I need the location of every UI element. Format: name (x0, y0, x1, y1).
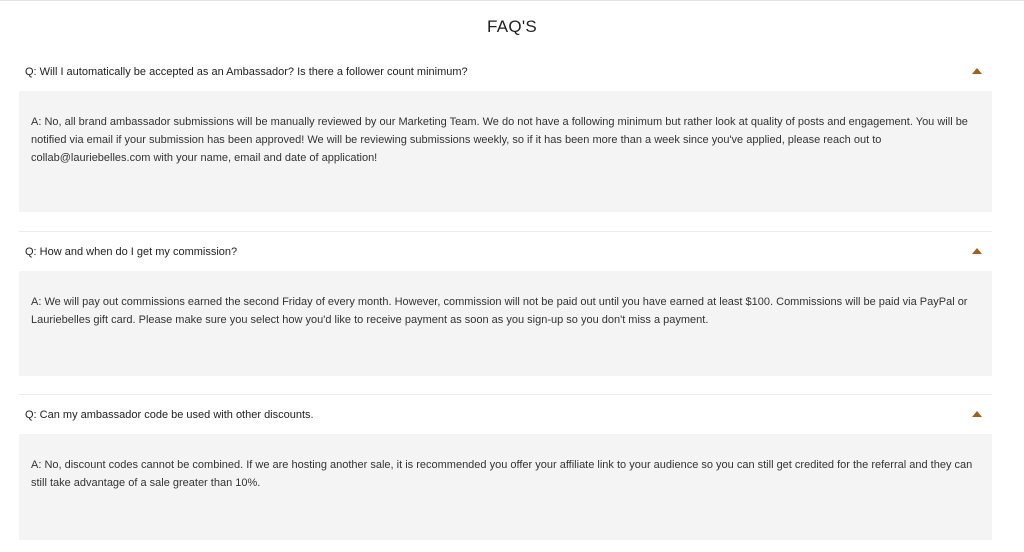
faq-item (19, 53, 992, 212)
faq-question-text: Q: How and when do I get my commission? (25, 246, 238, 258)
divider (19, 231, 992, 232)
faq-answer: A: We will pay out commissions earned the second Friday of every month. However, commission will not be paid out until you have earned at least $100. Commissions will be paid via PayPal or Lauriebelles gift card. Please make sure you select how you'd like to receive payment as soon as you sign-up so you don't miss a payment. (19, 271, 992, 376)
faq-question-text: Q: Will I automatically be accepted as an Ambassador? Is there a follower count minimum? (25, 66, 468, 78)
caret-up-icon[interactable] (972, 68, 982, 74)
caret-up-icon[interactable] (972, 248, 982, 254)
faq-answer: A: No, all brand ambassador submissions will be manually reviewed by our Marketing Team. We do not have a following minimum but rather look at quality of posts and engagement. You will be notified via email if your submission has been approved! We will be reviewing submissions weekly, so if it has been more than a week since you've applied, please reach out to collab@lauriebelles.com with your name, email and date of application! (19, 91, 992, 212)
faq-question-toggle[interactable] (19, 396, 992, 434)
faq-question-toggle[interactable] (19, 53, 992, 91)
faq-item (19, 396, 992, 540)
faq-answer: A: No, discount codes cannot be combined. If we are hosting another sale, it is recommended you offer your affiliate link to your audience so you can still get credited for the referral and they can still take advantage of a sale greater than 10%. (19, 434, 992, 540)
caret-up-icon[interactable] (972, 411, 982, 417)
divider (19, 394, 992, 395)
faq-question-text: Q: Can my ambassador code be used with other discounts. (25, 409, 314, 421)
faq-question-toggle[interactable] (19, 233, 992, 271)
page-title: FAQ'S (486, 17, 538, 36)
faq-item (19, 233, 992, 376)
